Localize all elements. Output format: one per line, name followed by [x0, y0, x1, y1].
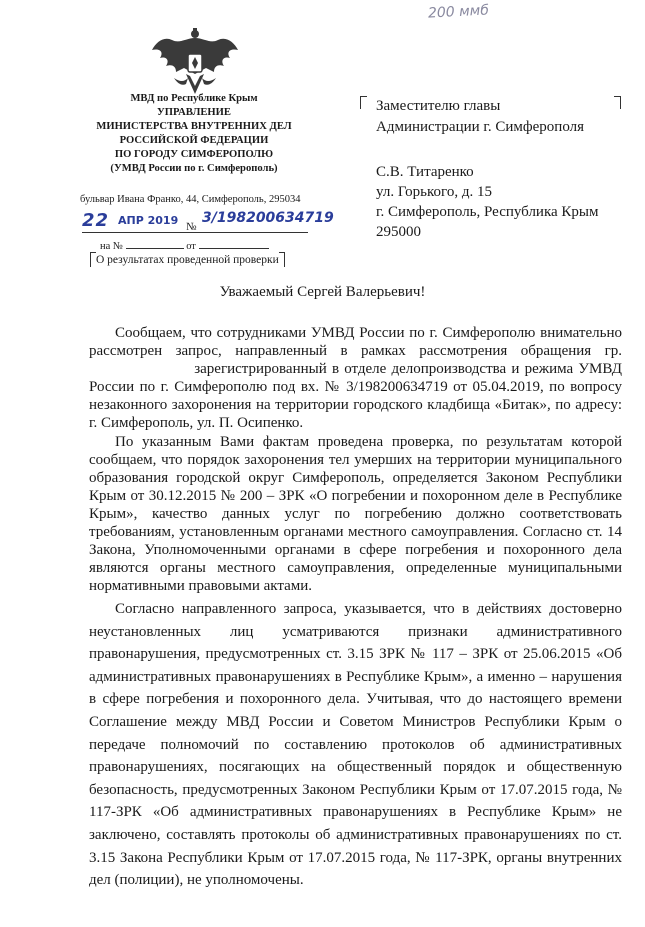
sender-line: РОССИЙСКОЙ ФЕДЕРАЦИИ: [119, 135, 269, 146]
recipient-name: С.В. Титаренко: [376, 164, 474, 180]
sender-organization-block: [80, 92, 308, 176]
sender-line: ПО ГОРОДУ СИМФЕРОПОЛЮ: [114, 149, 274, 160]
letter-subject: О результатах проведенной проверки: [90, 254, 285, 266]
recipient-zip: 295000: [376, 224, 421, 240]
recipient-street: ул. Горького, д. 15: [376, 184, 492, 200]
greeting: Уважаемый Сергей Валерьевич!: [219, 284, 426, 300]
double-headed-eagle-emblem: [150, 28, 240, 96]
paragraph-1: [89, 324, 622, 432]
registration-number-label: №: [186, 221, 197, 233]
registration-number: 3/198200634719: [202, 210, 334, 226]
recipient-position-line: Заместителю главы: [376, 98, 501, 114]
paragraph-3: Согласно направленного запроса, указывается, что в действиях достоверно неустановленных лиц усматриваются признаки административного правонарушения, предусмотренных ст. 3.15 ЗРК № 117 – ЗРК от 25.06.2015 «Об административных правонарушениях в Республике Крым», а именно – нарушения в сфере погребения и похоронного дела. Учитывая, что до настоящего времени Соглашение между МВД России и Советом Министров Республики Крым о передаче полномочий по составлению протоколов об административных правонарушениях, посягающих на общественный порядок и общественную безопасность, предусмотренных Законом Республики Крым от 17.07.2015 года, № 117-ЗРК «Об административных правонарушениях в Республике Крым» не заключено, составлять протоколы об административных правонарушениях по ст. 3.15 Закона Республики Крым от 17.07.2015 года, № 117-ЗРК, органы внутренних дел (полиции), не уполномочены.: [89, 601, 622, 889]
reference-line: [100, 238, 269, 252]
registration-line: [82, 210, 334, 234]
recipient-position-line: Администрации г. Симферополя: [376, 119, 585, 135]
reference-number-blank: [126, 238, 184, 249]
recipient-city: г. Симферополь, Республика Крым: [376, 204, 599, 220]
recipient-bracket-left: [360, 96, 367, 109]
reference-date-blank: [199, 238, 269, 249]
registration-underline: [82, 232, 308, 233]
paragraph-1-part-a: Сообщаем, что сотрудниками УМВД России по г. Симферополю внимательно рассмотрен запрос, направленный в рамках рассмотрения обращения гр.: [89, 325, 622, 359]
sender-line: (УМВД России по г. Симферополь): [110, 163, 278, 174]
paragraph-1-part-b: зарегистрированный в отделе делопроизводства и режима УМВД России по г. Симферополю под вх. № 3/198200634719 от 05.04.2019, по вопросу незаконного захоронения на территории городского кладбища «Битак», по адресу: г. Симферополь, ул. П. Осипенко.: [89, 361, 622, 431]
recipient-bracket-right: [614, 96, 621, 109]
sender-line: МВД по Республике Крым: [130, 93, 258, 104]
registration-day: 22: [82, 210, 110, 231]
registration-month-year: АПР 2019: [118, 214, 179, 227]
reference-date-label: от: [186, 241, 196, 252]
recipient-position-block: [376, 96, 584, 138]
reference-number-label: на №: [100, 241, 123, 252]
handwritten-note: 200 ммб: [427, 2, 490, 22]
paragraph-2: По указанным Вами фактам проведена проверка, по результатам которой сообщаем, что порядок захоронения тел умерших на территории муниципального образования городской округ Симферополь, определяется Законом Республики Крым от 30.12.2015 № 200 – ЗРК «О погребении и похоронном деле в Республике Крым», качество данных услуг по погребению должно соответствовать требованиям, установленным органами местного самоуправления. Согласно ст. 14 Закона, Уполномоченными органами в сфере погребения и похоронного дела являются органы местного самоуправления, определенные муниципальными нормативными правовыми актами.: [89, 434, 622, 594]
sender-address: бульвар Ивана Франко, 44, Симферополь, 295034: [80, 194, 301, 205]
sender-line: МИНИСТЕРСТВА ВНУТРЕННИХ ДЕЛ: [96, 121, 292, 132]
recipient-address-block: [376, 162, 599, 242]
sender-line: УПРАВЛЕНИЕ: [157, 107, 231, 118]
